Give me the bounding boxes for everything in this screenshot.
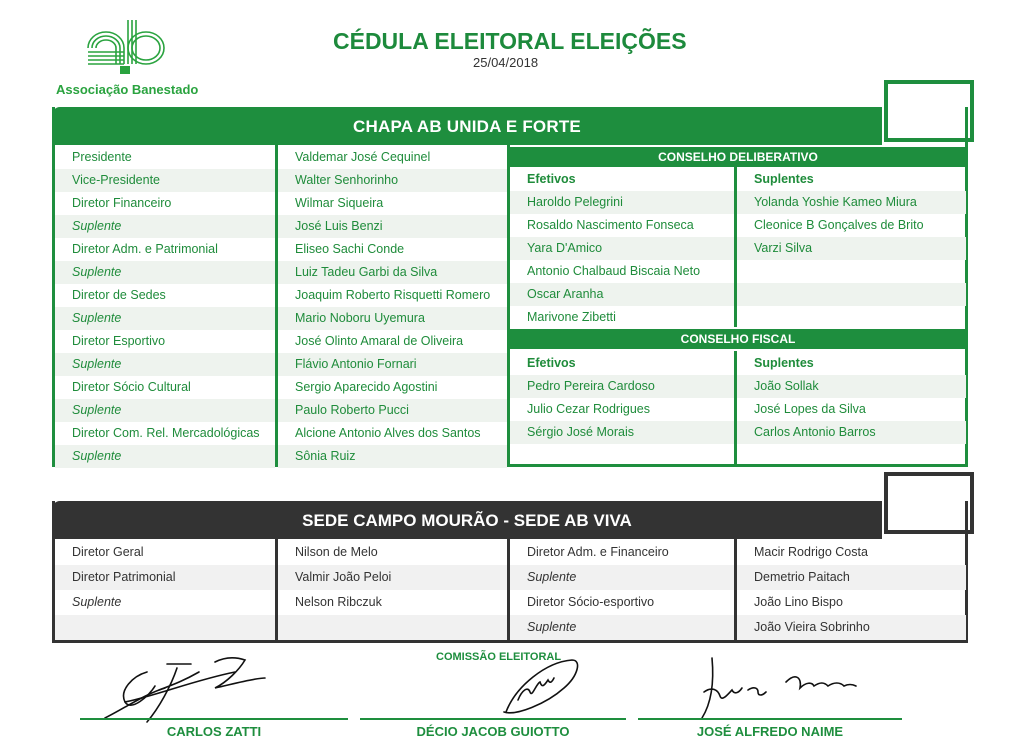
conselho-deliberativo-efetivos bbox=[510, 168, 734, 329]
candidate-name: José Luis Benzi bbox=[278, 215, 507, 238]
role-label: Suplente bbox=[510, 615, 734, 640]
signature-line bbox=[80, 718, 348, 720]
candidate-name: Luiz Tadeu Garbi da Silva bbox=[278, 261, 507, 284]
candidate-name: Sônia Ruiz bbox=[278, 445, 507, 468]
org-name: Associação Banestado bbox=[56, 82, 199, 97]
empty-row bbox=[510, 444, 734, 467]
candidate-name: Walter Senhorinho bbox=[278, 169, 507, 192]
empty-row bbox=[737, 260, 966, 283]
role-label: Diretor Adm. e Patrimonial bbox=[72, 242, 218, 256]
candidate-name: Mario Noboru Uyemura bbox=[278, 307, 507, 330]
signer-name: CARLOS ZATTI bbox=[166, 724, 262, 739]
member-name: Julio Cezar Rodrigues bbox=[527, 402, 650, 416]
role-label: Suplente bbox=[55, 215, 275, 238]
role-label: Presidente bbox=[72, 150, 132, 164]
role-label: Suplente bbox=[72, 595, 122, 609]
role-label: Diretor Sócio Cultural bbox=[72, 380, 191, 394]
member-name: Rosaldo Nascimento Fonseca bbox=[527, 218, 694, 232]
role-label: Diretor de Sedes bbox=[72, 288, 166, 302]
candidate-name: Nilson de Melo bbox=[295, 545, 378, 559]
chapa2-left-roles bbox=[55, 540, 275, 640]
role-label: Suplente bbox=[55, 307, 275, 330]
candidate-name: Joaquim Roberto Risquetti Romero bbox=[295, 288, 491, 302]
member-name: José Lopes da Silva bbox=[754, 402, 866, 416]
candidate-name: Valdemar José Cequinel bbox=[295, 150, 431, 164]
column-header: Suplentes bbox=[754, 356, 814, 370]
chapa1-names-column bbox=[278, 146, 507, 468]
member-name: Yara D'Amico bbox=[510, 237, 734, 260]
member-name: Varzi Silva bbox=[737, 237, 966, 260]
empty-row bbox=[55, 615, 275, 640]
org-logo bbox=[56, 18, 206, 98]
member-name: João Sollak bbox=[737, 375, 966, 398]
candidate-name: João Lino Bispo bbox=[754, 595, 843, 609]
page-title: CÉDULA ELEITORAL ELEIÇÕES bbox=[333, 28, 687, 54]
conselho-deliberativo-title: CONSELHO DELIBERATIVO bbox=[510, 147, 966, 167]
election-date: 25/04/2018 bbox=[473, 55, 539, 70]
role-label: Diretor Patrimonial bbox=[55, 565, 275, 590]
member-name: Marivone Zibetti bbox=[527, 310, 616, 324]
chapa2-left-names bbox=[278, 540, 507, 640]
candidate-name: Sergio Aparecido Agostini bbox=[295, 380, 438, 394]
conselho-deliberativo-suplentes bbox=[737, 168, 966, 329]
column-header: Efetivos bbox=[527, 172, 576, 186]
role-label: Suplente bbox=[55, 399, 275, 422]
member-name: Oscar Aranha bbox=[510, 283, 734, 306]
member-name: Pedro Pereira Cardoso bbox=[510, 375, 734, 398]
conselho-fiscal-title: CONSELHO FISCAL bbox=[510, 329, 966, 349]
member-name: Carlos Antonio Barros bbox=[737, 421, 966, 444]
signature-jose-naime bbox=[690, 652, 880, 724]
chapa1-roles-column bbox=[55, 146, 275, 468]
comissao-label: COMISSÃO ELEITORAL bbox=[436, 651, 562, 663]
signature-carlos-zatti bbox=[95, 650, 275, 728]
candidate-name: João Vieira Sobrinho bbox=[737, 615, 966, 640]
signature-decio-guiotto bbox=[488, 652, 588, 722]
role-label: Suplente bbox=[55, 445, 275, 468]
empty-row bbox=[737, 306, 966, 329]
role-label: Suplente bbox=[55, 261, 275, 284]
role-label: Suplente bbox=[55, 353, 275, 376]
empty-row bbox=[737, 444, 966, 467]
signature-line bbox=[360, 718, 626, 720]
chapa2-right-roles bbox=[510, 540, 734, 640]
role-label: Vice-Presidente bbox=[55, 169, 275, 192]
candidate-name: Eliseo Sachi Conde bbox=[295, 242, 405, 256]
member-name: Antonio Chalbaud Biscaia Neto bbox=[527, 264, 701, 278]
chapa2-title: SEDE CAMPO MOURÃO - SEDE AB VIVA bbox=[52, 501, 882, 539]
signer-name: JOSÉ ALFREDO NAIME bbox=[696, 724, 844, 739]
role-label: Diretor Esportivo bbox=[72, 334, 166, 348]
signature-line bbox=[638, 718, 902, 720]
empty-row bbox=[278, 615, 507, 640]
member-name: Cleonice B Gonçalves de Brito bbox=[754, 218, 924, 232]
role-label: Diretor Adm. e Financeiro bbox=[527, 545, 669, 559]
role-label: Diretor Sócio-esportivo bbox=[527, 595, 655, 609]
role-label: Diretor Financeiro bbox=[72, 196, 172, 210]
candidate-name: Demetrio Paitach bbox=[737, 565, 966, 590]
conselho-fiscal-suplentes bbox=[737, 352, 966, 467]
member-name: Sérgio José Morais bbox=[510, 421, 734, 444]
column-header: Suplentes bbox=[754, 172, 814, 186]
empty-row bbox=[737, 283, 966, 306]
candidate-name: Macir Rodrigo Costa bbox=[754, 545, 868, 559]
candidate-name: Nelson Ribczuk bbox=[295, 595, 382, 609]
role-label: Suplente bbox=[510, 565, 734, 590]
member-name: Haroldo Pelegrini bbox=[510, 191, 734, 214]
chapa1-title: CHAPA AB UNIDA E FORTE bbox=[52, 107, 882, 145]
candidate-name: Wilmar Siqueira bbox=[295, 196, 384, 210]
candidate-name: Valmir João Peloi bbox=[278, 565, 507, 590]
ab-logo-icon bbox=[84, 18, 166, 76]
candidate-name: José Olinto Amaral de Oliveira bbox=[295, 334, 464, 348]
candidate-name: Paulo Roberto Pucci bbox=[278, 399, 507, 422]
role-label: Diretor Com. Rel. Mercadológicas bbox=[72, 426, 260, 440]
candidate-name: Flávio Antonio Fornari bbox=[278, 353, 507, 376]
signer-name: DÉCIO JACOB GUIOTTO bbox=[416, 724, 570, 739]
role-label: Diretor Geral bbox=[72, 545, 144, 559]
conselho-fiscal-efetivos bbox=[510, 352, 734, 467]
candidate-name: Alcione Antonio Alves dos Santos bbox=[295, 426, 481, 440]
chapa2-right-names bbox=[737, 540, 966, 640]
member-name: Yolanda Yoshie Kameo Miura bbox=[737, 191, 966, 214]
column-header: Efetivos bbox=[527, 356, 576, 370]
